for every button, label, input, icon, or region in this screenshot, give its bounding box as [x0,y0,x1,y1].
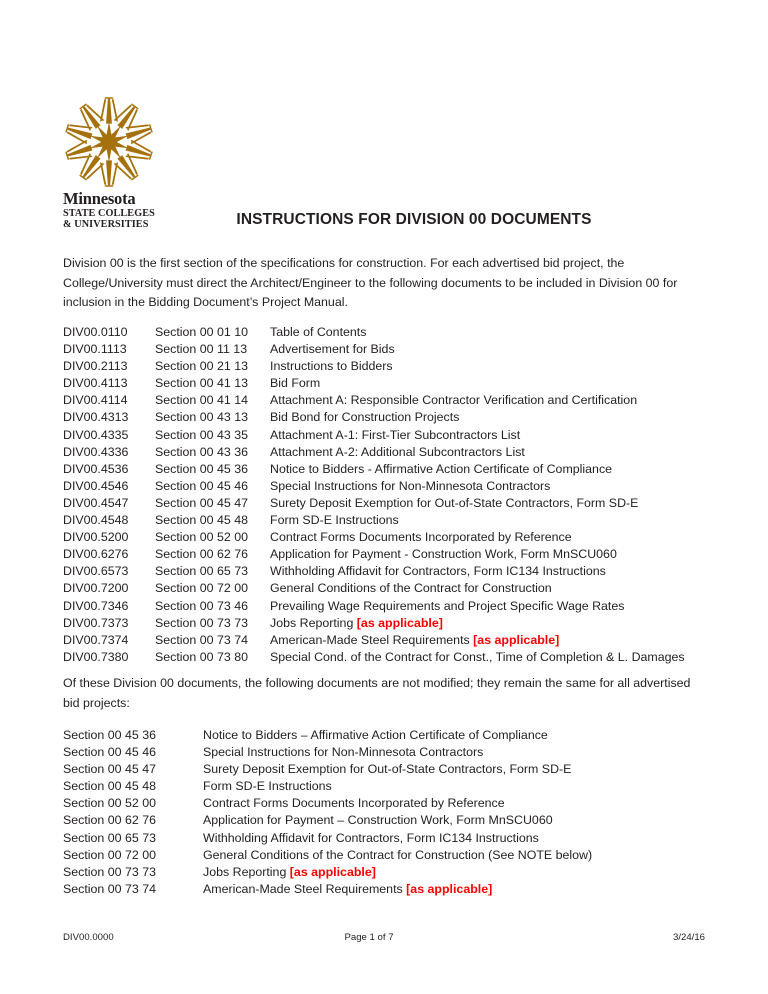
document-list-row [63,409,709,426]
section-number: Section 00 45 47 [63,762,157,777]
document-number: DIV00.4335 [63,427,129,442]
document-title: Special Cond. of the Contract for Const., Time of Completion & L. Damages [270,649,685,664]
document-number: DIV00.7380 [63,649,129,664]
section-number: Section 00 72 00 [155,581,249,596]
page-footer [63,932,705,946]
section-number: Section 00 73 73 [155,615,249,630]
document-list-row [63,580,709,597]
section-number: Section 00 73 80 [155,649,249,664]
document-title: Advertisement for Bids [270,342,395,357]
document-number: DIV00.7373 [63,615,129,630]
section-number: Section 00 65 73 [63,830,157,845]
footer-document-number: DIV00.0000 [63,932,114,943]
minnesota-state-starburst-icon [63,96,155,188]
document-list-row [63,598,709,615]
section-number: Section 00 45 47 [155,495,249,510]
document-list-row [63,444,709,461]
document-number: DIV00.7346 [63,598,129,613]
document-list-row [63,546,709,563]
intro-paragraph: Division 00 is the first section of the specifications for construction. For each advertised bid project, the College/University must direct the Architect/Engineer to the following documents to be included in Division 00 for inclusion in the Bidding Document’s Project Manual. [63,256,678,310]
section-number: Section 00 73 74 [155,632,249,647]
as-applicable-flag: [as applicable] [356,615,443,630]
division-00-document-list [63,324,709,666]
section-number: Section 00 65 73 [155,564,249,579]
section-number: Section 00 11 13 [155,342,248,357]
document-number: DIV00.4547 [63,495,129,510]
section-number: Section 00 45 48 [155,513,249,528]
unmodified-list-row [63,727,709,744]
document-list-row [63,529,709,546]
section-number: Section 00 45 36 [155,461,249,476]
document-list-row [63,615,709,632]
page-title: INSTRUCTIONS FOR DIVISION 00 DOCUMENTS [236,211,592,228]
section-number: Section 00 62 76 [63,813,157,828]
document-title: Surety Deposit Exemption for Out-of-State Contractors, Form SD-E [270,495,639,510]
document-number: DIV00.2113 [63,359,128,374]
section-number: Section 00 21 13 [155,359,249,374]
document-title: Bid Form [270,376,321,391]
document-list-row [63,375,709,392]
document-number: DIV00.4313 [63,410,129,425]
document-list-row [63,324,709,341]
section-number: Section 00 43 35 [155,427,249,442]
document-title: American-Made Steel Requirements [as applicable] [203,881,493,896]
section-number: Section 00 45 36 [63,728,157,742]
footer-page-number: Page 1 of 7 [344,932,394,943]
document-title: American-Made Steel Requirements [as applicable] [270,632,560,647]
document-title: General Conditions of the Contract for Construction (See NOTE below) [203,847,593,862]
document-list-row [63,461,709,478]
section-number: Section 00 72 00 [63,847,157,862]
document-number: DIV00.4536 [63,461,129,476]
document-list-row [63,563,709,580]
unmodified-list-row [63,778,709,795]
document-title: Notice to Bidders – Affirmative Action Certificate of Compliance [203,728,548,742]
document-number: DIV00.1113 [63,342,127,357]
document-title: Contract Forms Documents Incorporated by Reference [203,796,505,811]
footer-date: 3/24/16 [672,932,705,943]
organization-logo [63,96,159,230]
document-list-row [63,512,709,529]
as-applicable-flag: [as applicable] [406,881,493,896]
unmodified-documents-paragraph: Of these Division 00 documents, the following documents are not modified; they remain the same for all advertised bid projects: [63,676,691,710]
document-title: Attachment A-1: First-Tier Subcontractors List [270,427,521,442]
document-title: Withholding Affidavit for Contractors, Form IC134 Instructions [270,564,606,579]
document-list-row [63,632,709,649]
document-number: DIV00.0110 [63,325,128,339]
document-list-row [63,392,709,409]
unmodified-list-row [63,744,709,761]
document-number: DIV00.6573 [63,564,129,579]
document-title: Form SD-E Instructions [270,513,399,528]
document-title: Jobs Reporting [as applicable] [270,615,443,630]
document-title: Withholding Affidavit for Contractors, Form IC134 Instructions [203,830,539,845]
document-list-row [63,495,709,512]
document-list-row [63,358,709,375]
unmodified-list-row [63,847,709,864]
document-title: General Conditions of the Contract for Construction [270,581,552,596]
document-title: Form SD-E Instructions [203,779,332,794]
document-number: DIV00.4546 [63,478,129,493]
logo-wordmark-line-1: Minnesota [63,189,136,208]
section-number: Section 00 43 13 [155,410,249,425]
as-applicable-flag: [as applicable] [473,632,560,647]
unmodified-list-row [63,830,709,847]
document-number: DIV00.4113 [63,376,128,391]
document-list-row [63,427,709,444]
section-number: Section 00 73 74 [63,881,157,896]
document-title: Notice to Bidders - Affirmative Action Certificate of Compliance [270,461,613,476]
document-title: Application for Payment – Construction Work, Form MnSCU060 [203,813,553,828]
unmodified-list-row [63,864,709,881]
document-title: Instructions to Bidders [270,359,393,374]
unmodified-list-row [63,881,709,898]
section-number: Section 00 73 73 [63,864,157,879]
section-number: Section 00 45 46 [63,745,157,760]
document-title: Special Instructions for Non-Minnesota Contractors [270,478,551,493]
document-title: Bid Bond for Construction Projects [270,410,460,425]
unmodified-document-list [63,727,709,898]
logo-wordmark-line-2: STATE COLLEGES [63,207,155,219]
document-title: Jobs Reporting [as applicable] [203,864,376,879]
unmodified-list-row [63,812,709,829]
document-title: Prevailing Wage Requirements and Project Specific Wage Rates [270,598,625,613]
document-list-row [63,341,709,358]
document-number: DIV00.6276 [63,547,129,562]
document-list-row [63,478,709,495]
document-number: DIV00.5200 [63,530,129,545]
section-number: Section 00 01 10 [155,325,249,339]
document-title: Attachment A-2: Additional Subcontractors List [270,444,525,459]
section-number: Section 00 41 14 [155,393,249,408]
section-number: Section 00 52 00 [155,530,249,545]
section-number: Section 00 62 76 [155,547,249,562]
section-number: Section 00 73 46 [155,598,249,613]
document-title: Contract Forms Documents Incorporated by Reference [270,530,572,545]
document-title: Surety Deposit Exemption for Out-of-State Contractors, Form SD-E [203,762,572,777]
document-number: DIV00.4114 [63,393,128,408]
logo-wordmark-line-3: & UNIVERSITIES [63,218,149,230]
document-number: DIV00.4336 [63,444,129,459]
section-number: Section 00 43 36 [155,444,249,459]
unmodified-list-row [63,795,709,812]
section-number: Section 00 41 13 [155,376,249,391]
document-number: DIV00.7200 [63,581,129,596]
document-list-row [63,649,709,666]
document-title: Attachment A: Responsible Contractor Verification and Certification [270,393,638,408]
logo-wordmark [63,190,159,230]
document-number: DIV00.4548 [63,513,129,528]
section-number: Section 00 52 00 [63,796,157,811]
document-title: Application for Payment - Construction Work, Form MnSCU060 [270,547,617,562]
document-title: Special Instructions for Non-Minnesota Contractors [203,745,484,760]
document-number: DIV00.7374 [63,632,129,647]
unmodified-list-row [63,761,709,778]
section-number: Section 00 45 48 [63,779,157,794]
section-number: Section 00 45 46 [155,478,249,493]
document-title: Table of Contents [270,325,367,339]
as-applicable-flag: [as applicable] [289,864,376,879]
